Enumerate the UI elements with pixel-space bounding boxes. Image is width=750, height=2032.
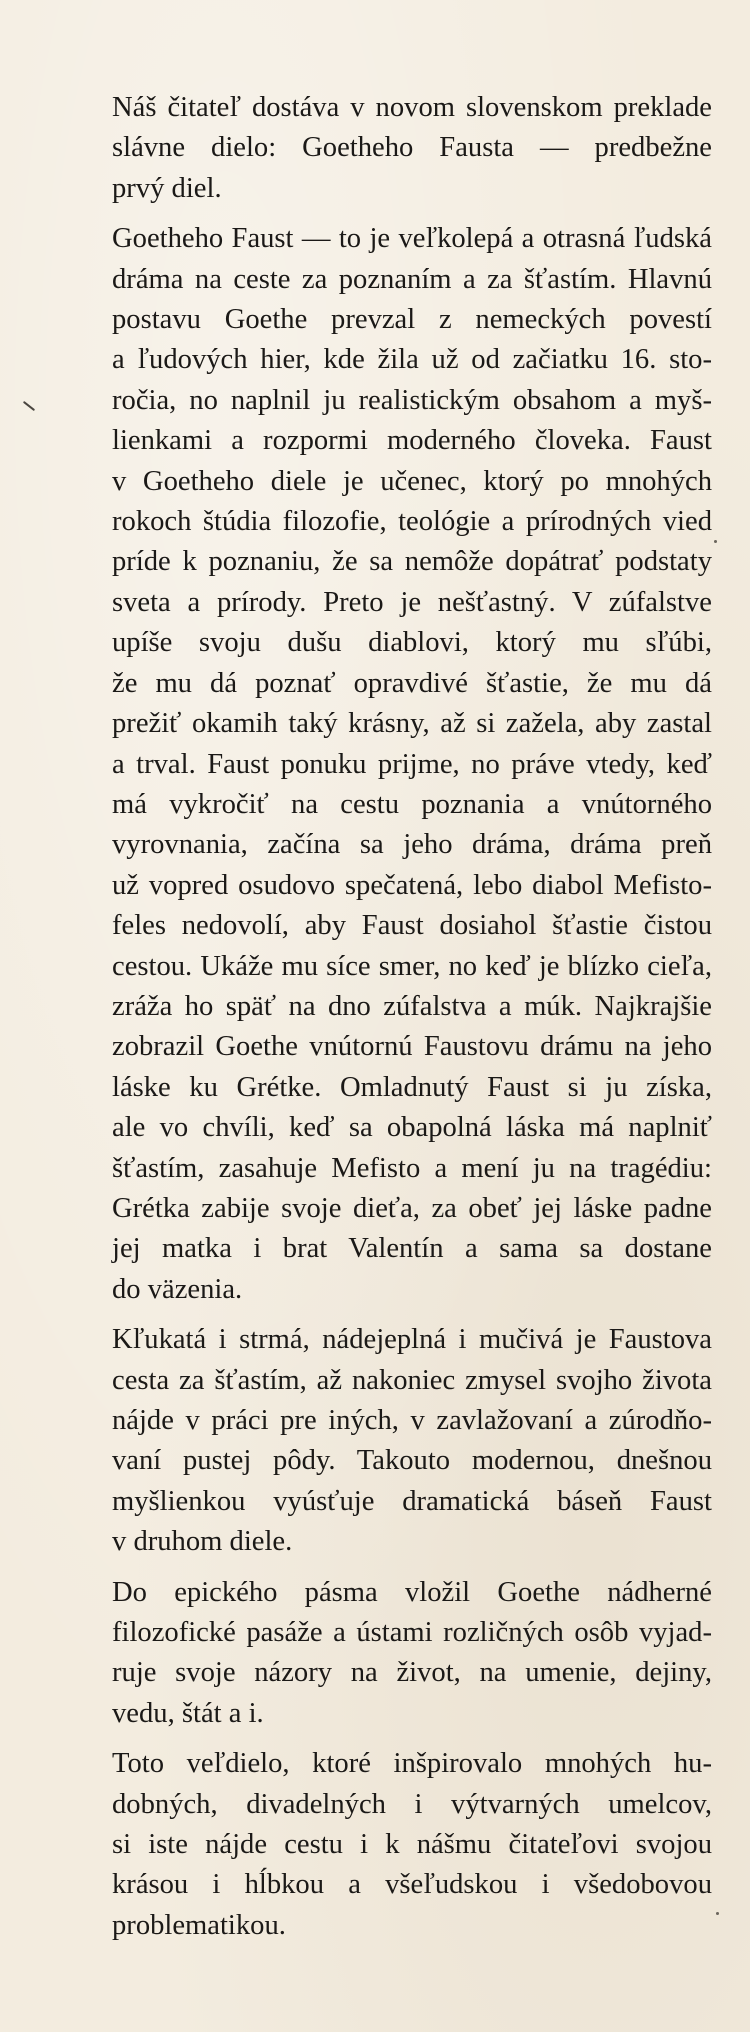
text-line: sveta a prírody. Preto je nešťastný. V zúfalstve <box>112 586 712 618</box>
text-line: a ľudových hier, kde žila už od začiatku 16. sto- <box>112 344 712 376</box>
text-line: má vykročiť na cestu poznania a vnútorného <box>112 788 712 820</box>
text-line: Do epického pásma vložil Goethe nádherné <box>112 1576 712 1608</box>
text-line: už vopred osudovo spečatená, lebo diabol Mefisto- <box>112 869 712 901</box>
paper-speck <box>714 540 717 543</box>
text-line: ale vo chvíli, keď sa obapolná láska má naplniť <box>112 1112 712 1144</box>
text-line: rokoch štúdia filozofie, teológie a prírodných vied <box>112 506 712 538</box>
text-line: šťastím, zasahuje Mefisto a mení ju na tragédiu: <box>112 1152 712 1184</box>
text-line: myšlienkou vyúsťuje dramatická báseň Faust <box>112 1485 712 1517</box>
text-line: prvý diel. <box>112 172 222 204</box>
text-line: zráža ho späť na dno zúfalstva a múk. Najkrajšie <box>112 990 712 1022</box>
paragraph-faust-drama <box>112 219 712 1310</box>
text-line: jej matka i brat Valentín a sama sa dostane <box>112 1233 712 1265</box>
text-line: Goetheho Faust — to je veľkolepá a otrasná ľudská <box>112 223 712 255</box>
text-line: prežiť okamih taký krásny, až si zažela, aby zastal <box>112 708 712 740</box>
text-line: láske ku Grétke. Omladnutý Faust si ju získa, <box>112 1071 712 1103</box>
text-line: dobných, divadelných i výtvarných umelcov, <box>112 1788 712 1820</box>
paragraph-intro <box>112 88 712 209</box>
text-line: Náš čitateľ dostáva v novom slovenskom preklade <box>112 92 712 123</box>
text-line: v Goetheho diele je učenec, ktorý po mnohých <box>112 465 712 497</box>
text-line: vyrovnania, začína sa jeho dráma, dráma preň <box>112 829 712 861</box>
paragraph-masterwork <box>112 1744 712 1946</box>
text-line: do väzenia. <box>112 1273 243 1305</box>
text-line: Toto veľdielo, ktoré inšpirovalo mnohých hu- <box>112 1748 712 1780</box>
text-line: vaní pustej pôdy. Takouto modernou, dnešnou <box>112 1445 712 1477</box>
text-line: vedu, štát a i. <box>112 1697 264 1729</box>
text-line: postavu Goethe prevzal z nemeckých povestí <box>112 304 712 336</box>
text-line: a trval. Faust ponuku prijme, no práve vtedy, keď <box>112 748 712 780</box>
text-line: v druhom diele. <box>112 1526 293 1558</box>
text-line: upíše svoju dušu diablovi, ktorý mu sľúbi, <box>112 627 712 659</box>
margin-pencil-mark <box>23 401 35 411</box>
text-line: si iste nájde cestu i k nášmu čitateľovi svojou <box>112 1829 712 1861</box>
text-line: príde k poznaniu, že sa nemôže dopátrať podstaty <box>112 546 712 578</box>
text-line: feles nedovolí, aby Faust dosiahol šťastie čistou <box>112 910 712 942</box>
paragraph-epic-passages <box>112 1573 712 1735</box>
text-line: Kľukatá i strmá, nádejeplná i mučivá je Faustova <box>112 1324 712 1356</box>
text-line: cestou. Ukáže mu síce smer, no keď je blízko cieľa, <box>112 950 712 982</box>
text-line: ruje svoje názory na život, na umenie, dejiny, <box>112 1657 712 1689</box>
text-line: že mu dá poznať opravdivé šťastie, že mu dá <box>112 667 712 699</box>
document-body <box>112 88 712 1956</box>
text-line: cesta za šťastím, až nakoniec zmysel svojho života <box>112 1364 712 1396</box>
text-line: krásou i hĺbkou a všeľudskou i všedobovou <box>112 1869 712 1901</box>
text-line: problematikou. <box>112 1909 286 1941</box>
paper-speck <box>716 1912 719 1915</box>
text-line: slávne dielo: Goetheho Fausta — predbežne <box>112 132 712 164</box>
text-line: nájde v práci pre iných, v zavlažovaní a zúrodňo- <box>112 1405 712 1436</box>
text-line: zobrazil Goethe vnútornú Faustovu drámu na jeho <box>112 1031 712 1063</box>
text-line: ročia, no naplnil ju realistickým obsahom a myš- <box>112 384 712 416</box>
text-line: filozofické pasáže a ústami rozličných osôb vyjad- <box>112 1617 712 1649</box>
text-line: Grétka zabije svoje dieťa, za obeť jej láske padne <box>112 1192 712 1224</box>
paragraph-faust-path <box>112 1320 712 1562</box>
text-line: dráma na ceste za poznaním a za šťastím. Hlavnú <box>112 263 712 295</box>
text-line: lienkami a rozpormi moderného človeka. Faust <box>112 425 712 457</box>
